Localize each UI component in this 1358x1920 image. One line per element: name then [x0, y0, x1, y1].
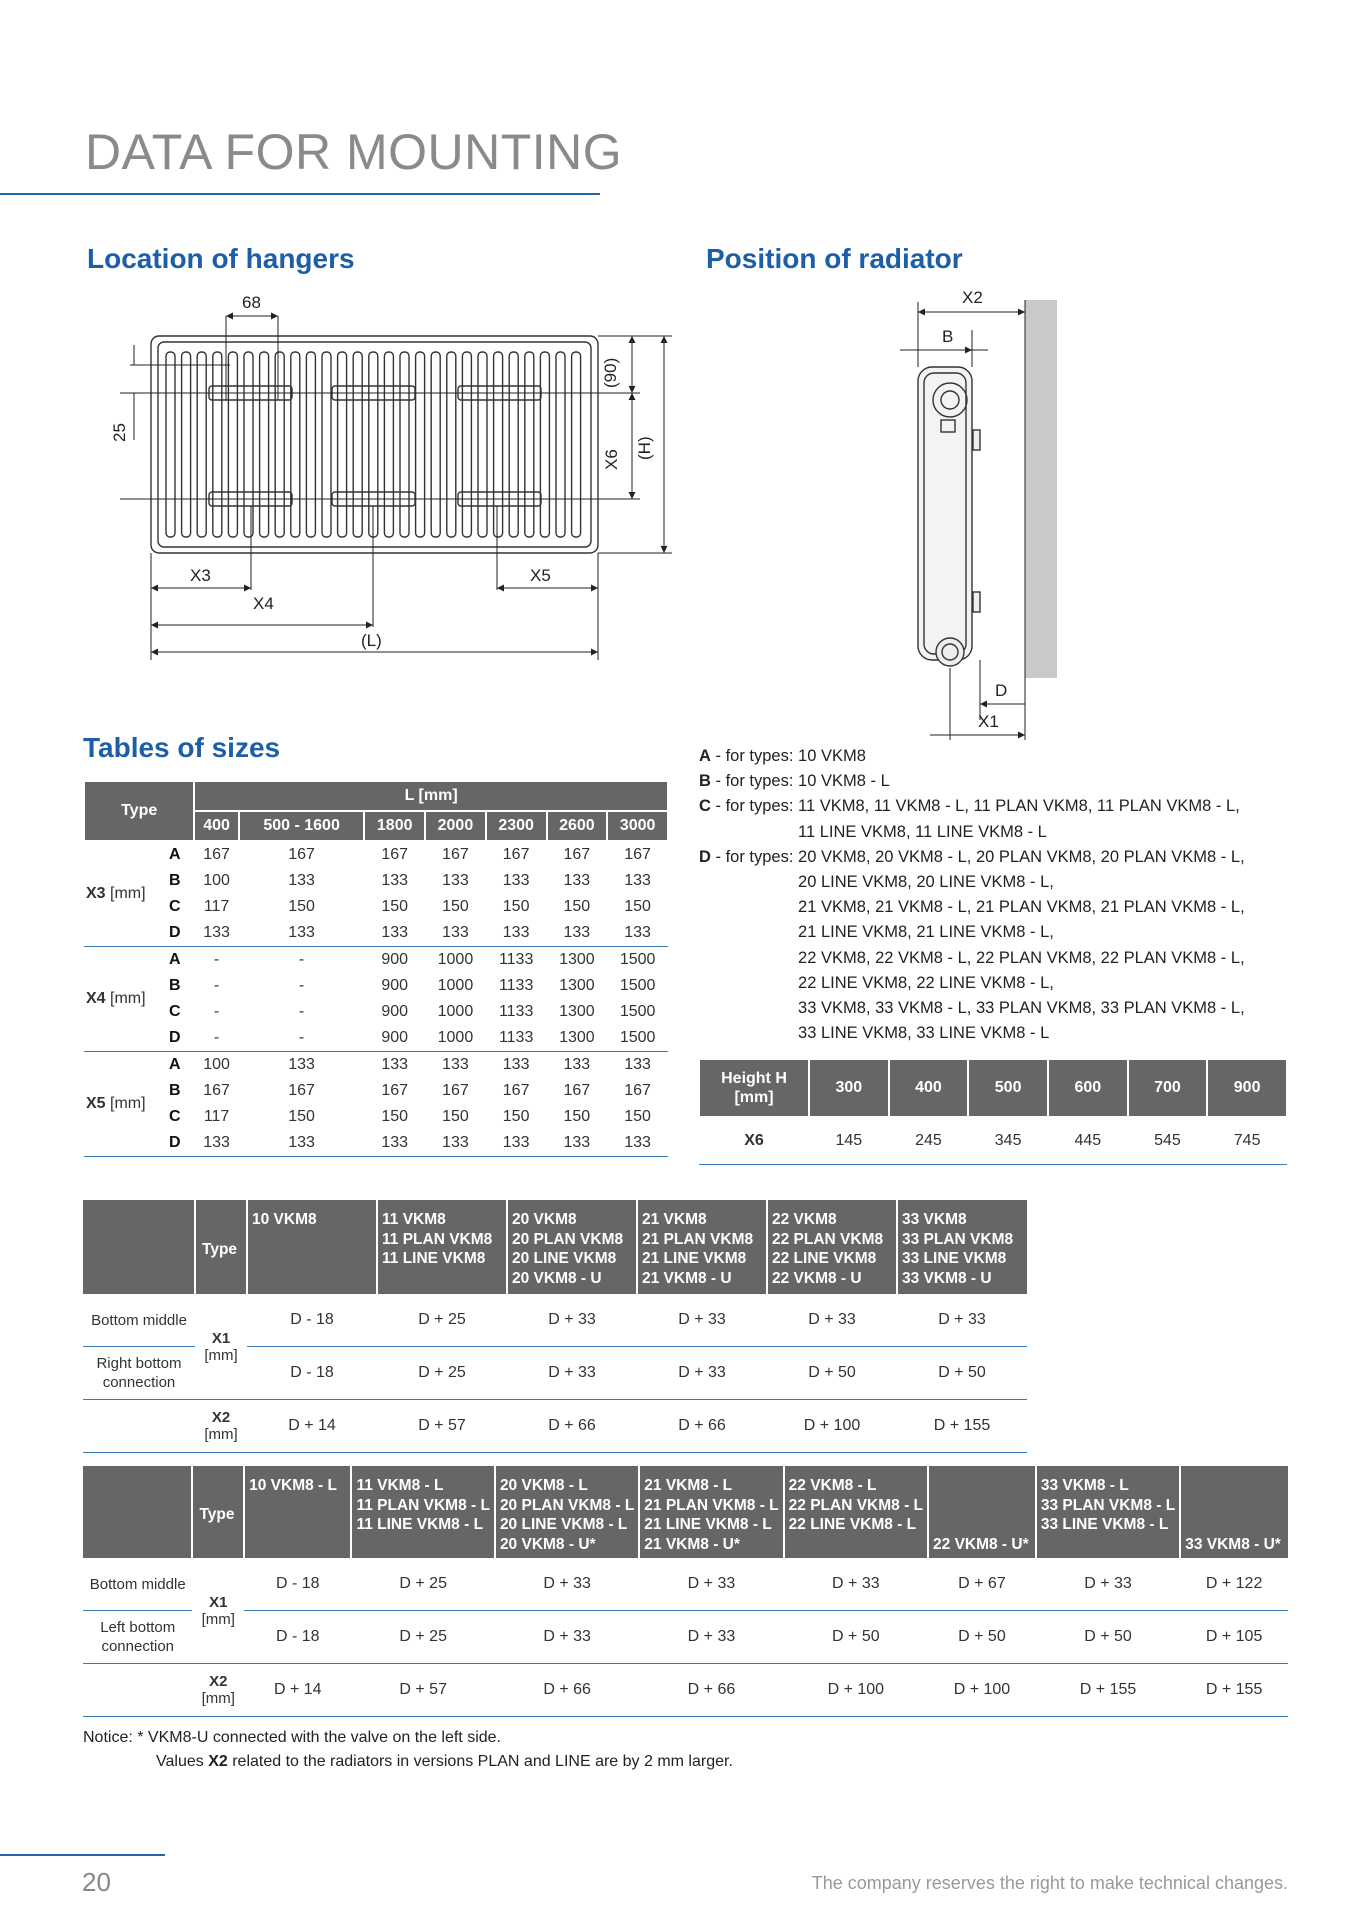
sizes-cell: 117 [203, 898, 230, 915]
hangers-heading: Location of hangers [87, 243, 355, 274]
conn-row-label: Bottom middle [83, 1294, 195, 1347]
conn-x2-label: X2 [mm] [195, 1400, 247, 1453]
sizes-row [84, 868, 668, 894]
sizes-cell: 150 [442, 1108, 469, 1125]
sizes-cell: - [213, 977, 220, 994]
sizes-cell: 1133 [498, 977, 534, 994]
sizes-row-letter: C [168, 898, 181, 915]
sizes-col-header: 3000 [607, 811, 668, 841]
x6-value: 345 [968, 1117, 1048, 1165]
conn-row-label [83, 1400, 195, 1453]
conn-type-header: 11 VKM8 - L 11 PLAN VKM8 - L 11 LINE VKM8 - L [351, 1466, 495, 1558]
sizes-cell: 1000 [437, 977, 474, 994]
sizes-cell: 133 [364, 1130, 425, 1157]
sizes-row [84, 1078, 668, 1104]
sizes-cell: 117 [203, 1108, 230, 1125]
sizes-cell: 133 [502, 872, 530, 889]
sizes-row-letter: A [165, 841, 194, 868]
footer-rule [0, 1854, 165, 1856]
sizes-row [84, 947, 668, 974]
sizes-table [83, 780, 669, 1157]
sizes-cell: 150 [563, 898, 591, 915]
sizes-row [84, 841, 668, 868]
sizes-row-letter: D [165, 1025, 194, 1052]
sizes-cell: 167 [442, 1082, 469, 1099]
sizes-cell: 133 [381, 1056, 409, 1073]
sizes-cell: 150 [288, 898, 315, 915]
sizes-cell: 900 [381, 951, 409, 968]
sizes-cell: 133 [547, 1130, 608, 1157]
sizes-cell: 133 [288, 872, 315, 889]
sizes-cell: 133 [624, 872, 651, 889]
conn-cell: D + 33 [495, 1611, 639, 1664]
conn-cell: D + 33 [637, 1294, 767, 1347]
sizes-cell: 133 [624, 1056, 651, 1073]
sizes-cell: 1300 [547, 1025, 608, 1052]
x6-height: 300 [809, 1059, 889, 1117]
sizes-col-header: 2600 [547, 811, 608, 841]
dim-x6: X6 [602, 449, 621, 470]
sizes-cell: 167 [563, 1082, 591, 1099]
sizes-row [84, 1130, 668, 1157]
sizes-cell: 150 [624, 1108, 651, 1125]
types-entry: A - for types: 10 VKM8 [699, 747, 866, 765]
sizes-cell: 133 [607, 1130, 668, 1157]
x6-height: 400 [889, 1059, 969, 1117]
conn-cell: D + 33 [897, 1294, 1027, 1347]
conn-cell: D - 18 [244, 1611, 351, 1664]
conn-cell: D + 66 [637, 1400, 767, 1453]
sizes-col-header: 500 - 1600 [239, 811, 365, 841]
conn-cell: D + 57 [351, 1664, 495, 1717]
sizes-cell: 1133 [486, 1025, 547, 1052]
conn-type-header: 11 VKM8 11 PLAN VKM8 11 LINE VKM8 [377, 1200, 507, 1294]
sizes-row-letter: D [165, 1130, 194, 1157]
sizes-cell: - [298, 951, 305, 968]
sizes-cell: 150 [442, 898, 469, 915]
page-number: 20 [82, 1867, 111, 1897]
conn-row [83, 1558, 1288, 1611]
sizes-cell: 1300 [559, 977, 595, 994]
sizes-cell: 167 [203, 1082, 230, 1099]
conn-x2-label: X2 [mm] [192, 1664, 244, 1717]
sizes-cell: 1500 [619, 1003, 656, 1020]
sizes-cell: 167 [624, 1082, 651, 1099]
sizes-col-header: 1800 [364, 811, 425, 841]
sizes-cell: - [298, 1003, 305, 1020]
conn-cell: D + 66 [639, 1664, 783, 1717]
sizes-cell: 133 [563, 1056, 591, 1073]
sizes-cell: 1300 [559, 951, 595, 968]
conn-cell: D + 33 [1036, 1558, 1180, 1611]
conn-x1-label: X1 [mm] [195, 1294, 247, 1400]
sizes-cell: 167 [381, 1082, 409, 1099]
sizes-cell: 133 [547, 920, 608, 947]
sizes-cell: 133 [563, 872, 591, 889]
conn-cell: D + 33 [495, 1558, 639, 1611]
conn-cell: D + 33 [639, 1611, 783, 1664]
conn-cell: D + 105 [1180, 1611, 1288, 1664]
connection-table-right [83, 1200, 1027, 1453]
sizes-cell: 167 [502, 1082, 530, 1099]
notice-line-2: Values X2 related to the radiators in versions PLAN and LINE are by 2 mm larger. [156, 1753, 733, 1770]
conn-cell: D + 14 [244, 1664, 351, 1717]
x6-table [698, 1058, 1288, 1165]
sizes-row-letter: C [168, 1003, 181, 1020]
sizes-row [84, 999, 668, 1025]
conn-row [83, 1611, 1288, 1664]
sizes-cell: 167 [607, 841, 668, 868]
sizes-cell: 1133 [498, 951, 534, 968]
conn-cell: D + 25 [351, 1611, 495, 1664]
sizes-row [84, 894, 668, 920]
conn-cell: D + 66 [495, 1664, 639, 1717]
sizes-row-letter: B [168, 977, 181, 994]
conn-cell: D + 100 [767, 1400, 897, 1453]
x6-value: 545 [1128, 1117, 1208, 1165]
sizes-group-label: X5 [mm] [84, 1052, 165, 1157]
conn-cell: D + 50 [784, 1611, 928, 1664]
conn-type-header: 22 VKM8 - L 22 PLAN VKM8 - L 22 LINE VKM8 - L [784, 1466, 928, 1558]
conn-cell: D + 67 [928, 1558, 1036, 1611]
conn-type-header: 20 VKM8 20 PLAN VKM8 20 LINE VKM8 20 VKM8 - U [507, 1200, 637, 1294]
x6-value: 745 [1207, 1117, 1287, 1165]
sizes-row-letter: C [168, 1108, 181, 1125]
connection-table-left [83, 1466, 1288, 1717]
conn2-type-header: Type [192, 1466, 244, 1558]
conn-cell: D + 155 [897, 1400, 1027, 1453]
sizes-cell: 900 [381, 977, 409, 994]
conn-cell: D + 25 [351, 1558, 495, 1611]
conn1-type-header: Type [195, 1200, 247, 1294]
sizes-col-header: 2000 [425, 811, 486, 841]
sizes-col-header: 2300 [486, 811, 547, 841]
sizes-cell: - [194, 1025, 239, 1052]
x6-height: 500 [968, 1059, 1048, 1117]
conn-row [83, 1294, 1027, 1347]
sizes-cell: 133 [364, 920, 425, 947]
sizes-cell: 150 [502, 898, 530, 915]
sizes-l-header: L [mm] [194, 781, 668, 811]
sizes-cell: 133 [239, 920, 365, 947]
position-heading: Position of radiator [706, 243, 963, 274]
x6-row-label: X6 [699, 1117, 809, 1165]
conn-type-header: 21 VKM8 21 PLAN VKM8 21 LINE VKM8 21 VKM8 - U [637, 1200, 767, 1294]
conn-cell: D + 50 [928, 1611, 1036, 1664]
dim-d: D [995, 681, 1008, 700]
sizes-row [84, 1052, 668, 1079]
conn-cell: D + 33 [767, 1294, 897, 1347]
conn-type-header: 22 VKM8 22 PLAN VKM8 22 LINE VKM8 22 VKM8 - U [767, 1200, 897, 1294]
sizes-row [84, 1104, 668, 1130]
connection-icon [936, 638, 964, 666]
dim-x5: X5 [530, 566, 551, 585]
conn-cell: D + 50 [767, 1347, 897, 1400]
dim-68: 68 [242, 293, 261, 312]
sizes-cell: 900 [364, 1025, 425, 1052]
conn-row-label: Left bottom connection [83, 1611, 192, 1664]
conn-x1-label: X1 [mm] [192, 1558, 244, 1664]
dim-l: (L) [361, 631, 382, 650]
conn-cell: D + 100 [784, 1664, 928, 1717]
sizes-row-letter: A [168, 1056, 181, 1073]
position-diagram [880, 280, 1080, 750]
sizes-cell: 133 [442, 1056, 469, 1073]
sizes-cell: 1000 [425, 1025, 486, 1052]
sizes-type-header: Type [84, 781, 194, 841]
conn-type-header: 20 VKM8 - L 20 PLAN VKM8 - L 20 LINE VKM8 - L 20 VKM8 - U* [495, 1466, 639, 1558]
conn-cell: D + 33 [637, 1347, 767, 1400]
sizes-cell: 1500 [619, 951, 656, 968]
sizes-cell: 167 [486, 841, 547, 868]
sizes-row-letter: B [168, 872, 181, 889]
dim-x1: X1 [978, 712, 999, 731]
conn-type-header: 21 VKM8 - L 21 PLAN VKM8 - L 21 LINE VKM8 - L 21 VKM8 - U* [639, 1466, 783, 1558]
sizes-cell: 133 [442, 872, 469, 889]
types-list [699, 744, 1299, 1046]
types-entry: C - for types: 11 VKM8, 11 VKM8 - L, 11 PLAN VKM8, 11 PLAN VKM8 - L, 11 LINE VKM8, 11 LINE VKM8 - L [699, 797, 1240, 841]
sizes-cell: - [298, 977, 305, 994]
x6-value: 245 [889, 1117, 969, 1165]
sizes-cell: 167 [239, 841, 365, 868]
conn-cell: D + 25 [377, 1294, 507, 1347]
sizes-cell: 100 [203, 1056, 230, 1073]
x6-height: 900 [1207, 1059, 1287, 1117]
conn-type-header: 33 VKM8 - L 33 PLAN VKM8 - L 33 LINE VKM8 - L [1036, 1466, 1180, 1558]
conn-cell: D + 122 [1180, 1558, 1288, 1611]
sizes-group-label: X3 [mm] [84, 841, 165, 947]
conn-type-header: 10 VKM8 [247, 1200, 377, 1294]
conn-cell: D - 18 [247, 1347, 377, 1400]
sizes-cell: 1133 [498, 1003, 534, 1020]
conn-cell: D + 50 [897, 1347, 1027, 1400]
sizes-cell: 133 [607, 920, 668, 947]
conn-type-header: 10 VKM8 - L [244, 1466, 351, 1558]
conn-type-header: 33 VKM8 33 PLAN VKM8 33 LINE VKM8 33 VKM8 - U [897, 1200, 1027, 1294]
x6-value: 145 [809, 1117, 889, 1165]
sizes-heading: Tables of sizes [83, 732, 281, 763]
sizes-cell: 167 [425, 841, 486, 868]
conn-cell: D + 100 [928, 1664, 1036, 1717]
sizes-cell: 167 [364, 841, 425, 868]
sizes-cell: 133 [486, 1130, 547, 1157]
notice-line-1: Notice: * VKM8-U connected with the valve on the left side. [83, 1729, 501, 1746]
conn-cell: D + 66 [507, 1400, 637, 1453]
sizes-row-letter: B [168, 1082, 181, 1099]
sizes-cell: 133 [486, 920, 547, 947]
title-rule [0, 193, 600, 195]
sizes-cell: 100 [203, 872, 230, 889]
types-entry: D - for types: 20 VKM8, 20 VKM8 - L, 20 PLAN VKM8, 20 PLAN VKM8 - L, 20 LINE VKM8, 20 LINE VKM8 - L, 21 VKM8, 21 VKM8 - L, 21 PLAN VKM8, 21 PLAN VKM8 - L, 21 LINE VKM8, 21 LINE VKM8 - L, 22 VKM8, 22 VKM8 - L, 22 PLAN VKM8, 22 PLAN VKM8 - L, 22 LINE VKM8, 22 LINE VKM8 - L, 33 VKM8, 33 VKM8 - L, 33 PLAN VKM8, 33 PLAN VKM8 - L, 33 LINE VKM8, 33 LINE VKM8 - L [699, 847, 1245, 1043]
x6-value: 445 [1048, 1117, 1128, 1165]
sizes-cell: 150 [381, 898, 409, 915]
conn-cell: D + 14 [247, 1400, 377, 1453]
radiator-outline [151, 336, 598, 553]
sizes-cell: 150 [563, 1108, 591, 1125]
sizes-cell: 150 [624, 898, 651, 915]
sizes-cell: 150 [288, 1108, 315, 1125]
sizes-row [84, 920, 668, 947]
hangers-diagram [0, 270, 700, 670]
sizes-group-label: X4 [mm] [84, 947, 165, 1052]
x6-height: 600 [1048, 1059, 1128, 1117]
conn-cell: D + 33 [784, 1558, 928, 1611]
sizes-cell: 1500 [619, 977, 656, 994]
conn-cell: D + 155 [1036, 1664, 1180, 1717]
sizes-cell: 133 [425, 920, 486, 947]
sizes-cell: 1000 [437, 951, 474, 968]
x6-height-header: Height H [mm] [699, 1059, 809, 1117]
conn-cell: D + 57 [377, 1400, 507, 1453]
sizes-cell: 133 [194, 1130, 239, 1157]
sizes-cell: - [213, 1003, 220, 1020]
notice [83, 1726, 733, 1774]
sizes-cell: 1000 [437, 1003, 474, 1020]
dim-x4: X4 [253, 594, 274, 613]
conn-cell: D - 18 [244, 1558, 351, 1611]
dim-90: (90) [601, 357, 620, 388]
sizes-cell: 1300 [559, 1003, 595, 1020]
dim-h: (H) [635, 436, 654, 460]
sizes-row [84, 973, 668, 999]
types-entry: B - for types: 10 VKM8 - L [699, 772, 890, 791]
dim-x2: X2 [962, 288, 983, 307]
conn-type-header: 33 VKM8 - U* [1180, 1466, 1288, 1558]
sizes-cell: - [239, 1025, 365, 1052]
conn-row [83, 1400, 1027, 1453]
conn-type-header: 22 VKM8 - U* [928, 1466, 1036, 1558]
sizes-row-letter: D [165, 920, 194, 947]
conn-cell: D + 33 [639, 1558, 783, 1611]
sizes-row-letter: A [168, 951, 181, 968]
sizes-cell: 1500 [607, 1025, 668, 1052]
sizes-cell: 133 [194, 920, 239, 947]
dim-b: B [942, 327, 954, 346]
sizes-col-header: 400 [194, 811, 239, 841]
sizes-cell: 150 [502, 1108, 530, 1125]
dim-x3: X3 [190, 566, 211, 585]
sizes-cell: 900 [381, 1003, 409, 1020]
conn-row [83, 1664, 1288, 1717]
sizes-cell: 167 [288, 1082, 315, 1099]
sizes-cell: 167 [194, 841, 239, 868]
conn-row-label: Bottom middle [83, 1558, 192, 1611]
conn-row-label [83, 1664, 192, 1717]
sizes-cell: 167 [547, 841, 608, 868]
conn-cell: D + 155 [1180, 1664, 1288, 1717]
sizes-cell: 133 [239, 1130, 365, 1157]
conn-cell: D + 25 [377, 1347, 507, 1400]
conn-cell: D - 18 [247, 1294, 377, 1347]
sizes-cell: 133 [425, 1130, 486, 1157]
conn-cell: D + 33 [507, 1347, 637, 1400]
conn-cell: D + 50 [1036, 1611, 1180, 1664]
page-title: DATA FOR MOUNTING [85, 124, 623, 180]
sizes-cell: 133 [288, 1056, 315, 1073]
sizes-cell: 150 [381, 1108, 409, 1125]
conn-row-label: Right bottom connection [83, 1347, 195, 1400]
x6-height: 700 [1128, 1059, 1208, 1117]
sizes-cell: 133 [502, 1056, 530, 1073]
dim-25: 25 [110, 423, 129, 442]
footer-note: The company reserves the right to make technical changes. [811, 1873, 1288, 1893]
wall [1025, 300, 1057, 678]
sizes-cell: - [213, 951, 220, 968]
conn-cell: D + 33 [507, 1294, 637, 1347]
sizes-cell: 133 [381, 872, 409, 889]
sizes-row [84, 1025, 668, 1052]
